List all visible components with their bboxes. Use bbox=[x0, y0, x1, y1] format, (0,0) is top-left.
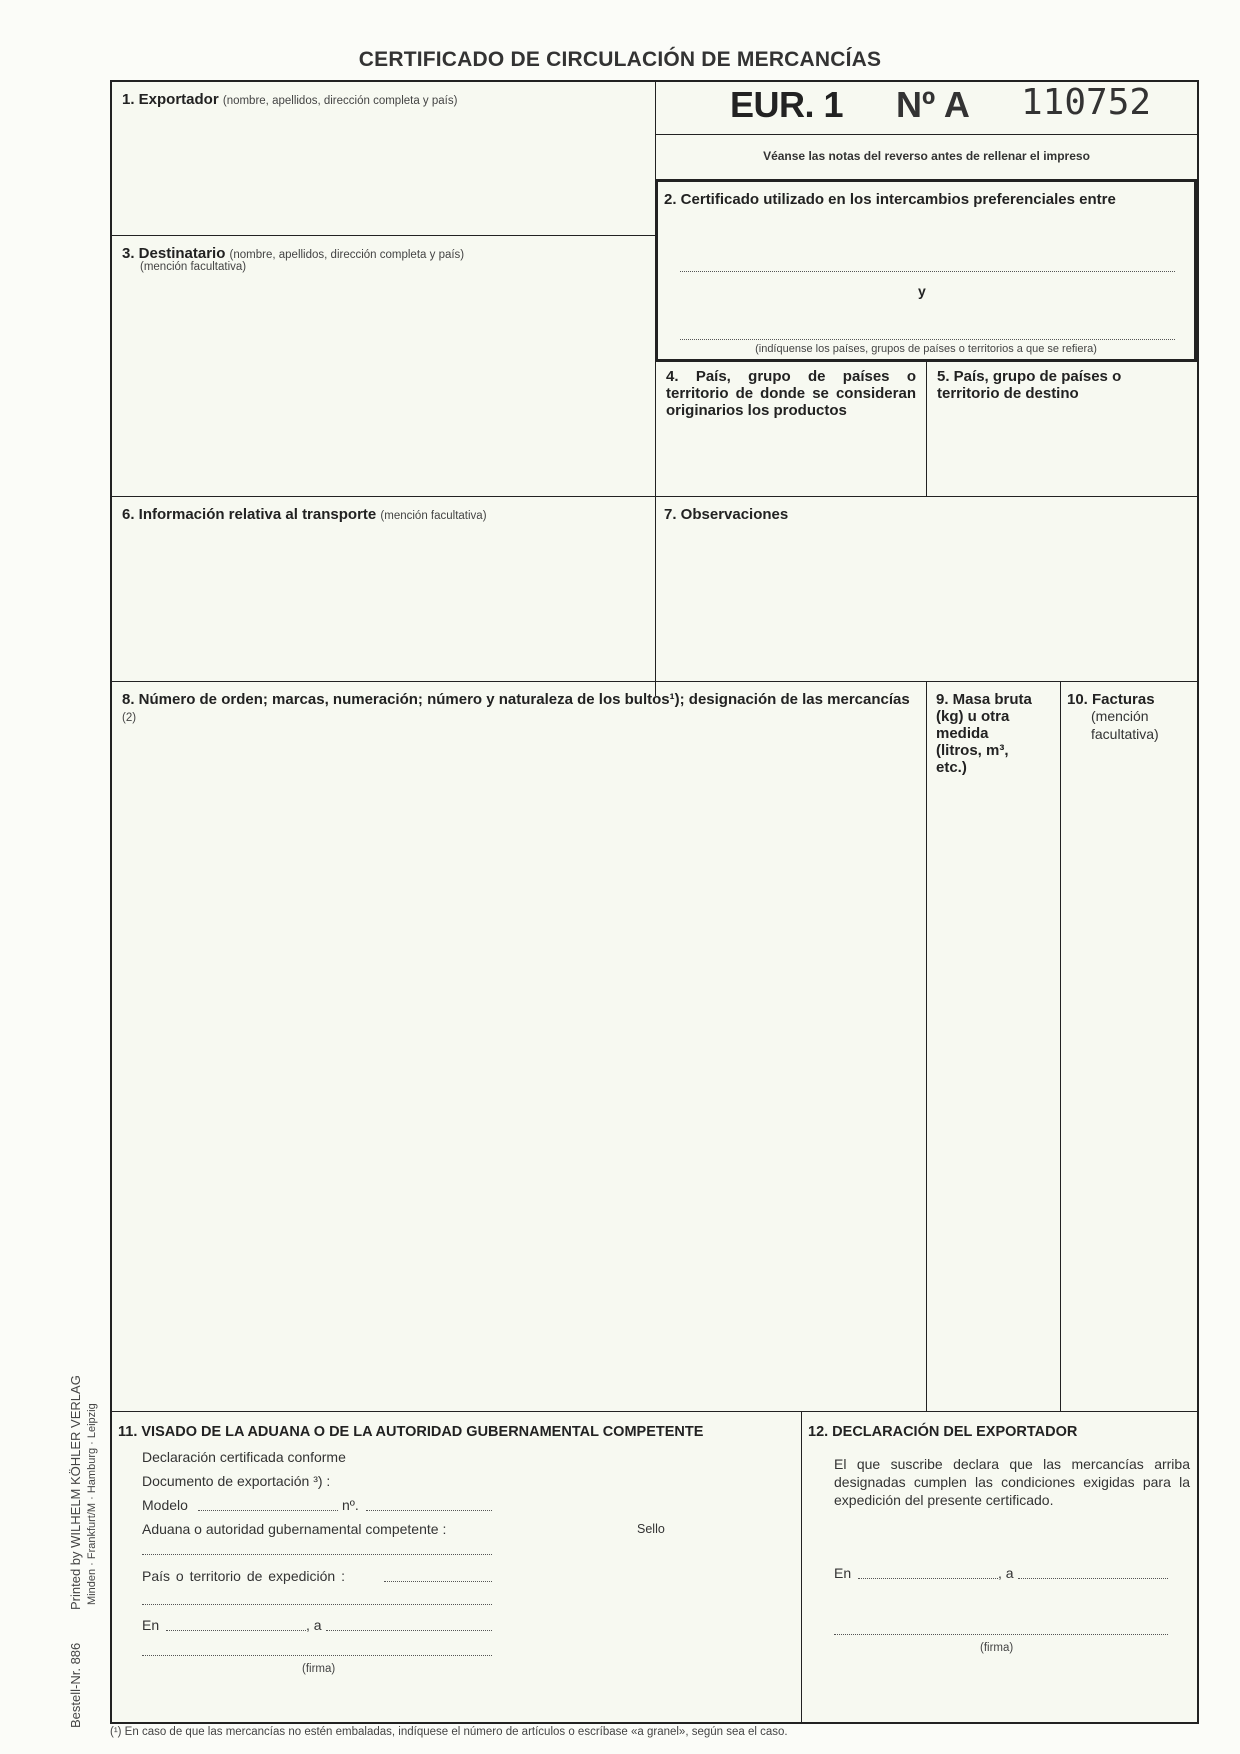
box-9-label: 9. Masa bruta (kg) u otra medida (litros, m³, etc.) bbox=[936, 691, 1032, 776]
box-2-preferential[interactable] bbox=[655, 179, 1197, 362]
box-11-model: Modelo bbox=[142, 1497, 188, 1513]
box-12-date-label: , a bbox=[998, 1565, 1014, 1581]
box-1-sub: (nombre, apellidos, dirección completa y país) bbox=[222, 95, 458, 107]
box-5-label: 5. País, grupo de países o territorio de destino bbox=[937, 368, 1122, 402]
box-12-date-field[interactable] bbox=[1018, 1578, 1168, 1579]
box-11-country: País o territorio de expedición : bbox=[142, 1568, 345, 1584]
box-7-remarks[interactable] bbox=[655, 496, 1197, 696]
box-8-sub: (2) bbox=[122, 712, 137, 724]
box-11-number-field[interactable] bbox=[366, 1510, 492, 1511]
box-10-sub: (mención facultativa) bbox=[1091, 708, 1159, 742]
form-header bbox=[655, 82, 1197, 134]
printer-credit: Printed by WILHELM KÖHLER VERLAG bbox=[68, 1375, 83, 1610]
box-2-label: 2. Certificado utilizado en los intercambios preferenciales entre bbox=[664, 191, 1116, 208]
box-11-date-label: , a bbox=[306, 1617, 322, 1633]
header-note-text: Véanse las notas del reverso antes de rellenar el impreso bbox=[763, 149, 1090, 163]
number-prefix: Nº A bbox=[896, 84, 970, 125]
box-3-sub: (nombre, apellidos, dirección completa y país) bbox=[229, 249, 465, 261]
box-11-model-field[interactable] bbox=[198, 1510, 338, 1511]
box-2-country-line-2[interactable] bbox=[680, 339, 1175, 340]
box-11-country-field[interactable] bbox=[384, 1581, 492, 1582]
box-11-export-doc: Documento de exportación ³) : bbox=[142, 1473, 331, 1489]
box-11-date-field[interactable] bbox=[326, 1630, 492, 1631]
box-11-place-field[interactable] bbox=[166, 1630, 306, 1631]
box-11-certified: Declaración certificada conforme bbox=[142, 1449, 346, 1465]
box-1-exporter[interactable] bbox=[112, 82, 655, 235]
box-2-and: y bbox=[918, 283, 926, 299]
header-note bbox=[655, 134, 1197, 179]
form-type: EUR. 1 bbox=[730, 84, 844, 125]
box-12-text: El que suscribe declara que las mercancías arriba designadas cumplen las condiciones exigidas para la expedición del presente certificado. bbox=[834, 1456, 1190, 1508]
box-2-country-line-1[interactable] bbox=[680, 271, 1175, 272]
box-2-note: (indíquense los países, grupos de países o territorios a que se refiera) bbox=[755, 343, 1097, 355]
box-11-stamp: Sello bbox=[637, 1522, 665, 1536]
footnote: (¹) En caso de que las mercancías no estén embaladas, indíquese el número de artículos o escríbase «a granel», según sea el caso. bbox=[110, 1726, 788, 1738]
box-3-consignee[interactable] bbox=[112, 235, 655, 496]
box-12-signature-line[interactable] bbox=[834, 1634, 1168, 1635]
order-number: Bestell-Nr. 886 bbox=[68, 1642, 83, 1728]
box-12-label: 12. DECLARACIÓN DEL EXPORTADOR bbox=[808, 1424, 1078, 1440]
box-5-destination[interactable] bbox=[926, 362, 1197, 496]
box-12-place-field[interactable] bbox=[858, 1578, 998, 1579]
box-9-gross-mass[interactable] bbox=[926, 681, 1060, 1411]
box-11-signature: (firma) bbox=[302, 1663, 336, 1675]
box-11-place-label: En bbox=[142, 1617, 160, 1633]
box-12-place-label: En bbox=[834, 1565, 852, 1581]
printer-cities: Minden · Frankfurt/M · Hamburg · Leipzig bbox=[86, 1403, 98, 1605]
eur1-form bbox=[110, 80, 1199, 1724]
box-8-label: 8. Número de orden; marcas, numeración; número y naturaleza de los bultos¹); designación de las mercancías bbox=[122, 691, 910, 708]
box-1-label: 1. Exportador bbox=[122, 91, 219, 108]
box-4-label: 4. País, grupo de países o territorio de donde se consideran originarios los productos bbox=[666, 368, 916, 419]
box-11-country-field-2[interactable] bbox=[142, 1604, 492, 1605]
box-11-customs-endorsement[interactable] bbox=[112, 1411, 801, 1722]
box-6-sub: (mención facultativa) bbox=[380, 510, 487, 522]
document-title: CERTIFICADO DE CIRCULACIÓN DE MERCANCÍAS bbox=[358, 48, 882, 71]
box-10-invoices[interactable] bbox=[1060, 681, 1197, 1411]
box-11-number-label: nº. bbox=[342, 1497, 359, 1513]
box-6-transport[interactable] bbox=[112, 496, 655, 696]
box-12-exporter-declaration[interactable] bbox=[801, 1411, 1197, 1722]
box-11-authority: Aduana o autoridad gubernamental competente : bbox=[142, 1521, 447, 1537]
box-10-label: 10. Facturas bbox=[1067, 691, 1155, 708]
box-11-authority-field[interactable] bbox=[142, 1554, 492, 1555]
box-8-goods[interactable] bbox=[112, 681, 926, 1411]
box-3-sub2: (mención facultativa) bbox=[140, 261, 247, 273]
box-3-label: 3. Destinatario bbox=[122, 245, 226, 262]
box-6-label: 6. Información relativa al transporte bbox=[122, 506, 377, 523]
box-11-signature-line[interactable] bbox=[142, 1655, 492, 1656]
box-11-label: 11. VISADO DE LA ADUANA O DE LA AUTORIDAD GUBERNAMENTAL COMPETENTE bbox=[118, 1424, 704, 1440]
certificate-number: 110752 bbox=[1021, 82, 1152, 123]
box-12-signature: (firma) bbox=[980, 1642, 1014, 1654]
box-7-label: 7. Observaciones bbox=[664, 506, 789, 523]
box-4-origin[interactable] bbox=[655, 362, 926, 496]
